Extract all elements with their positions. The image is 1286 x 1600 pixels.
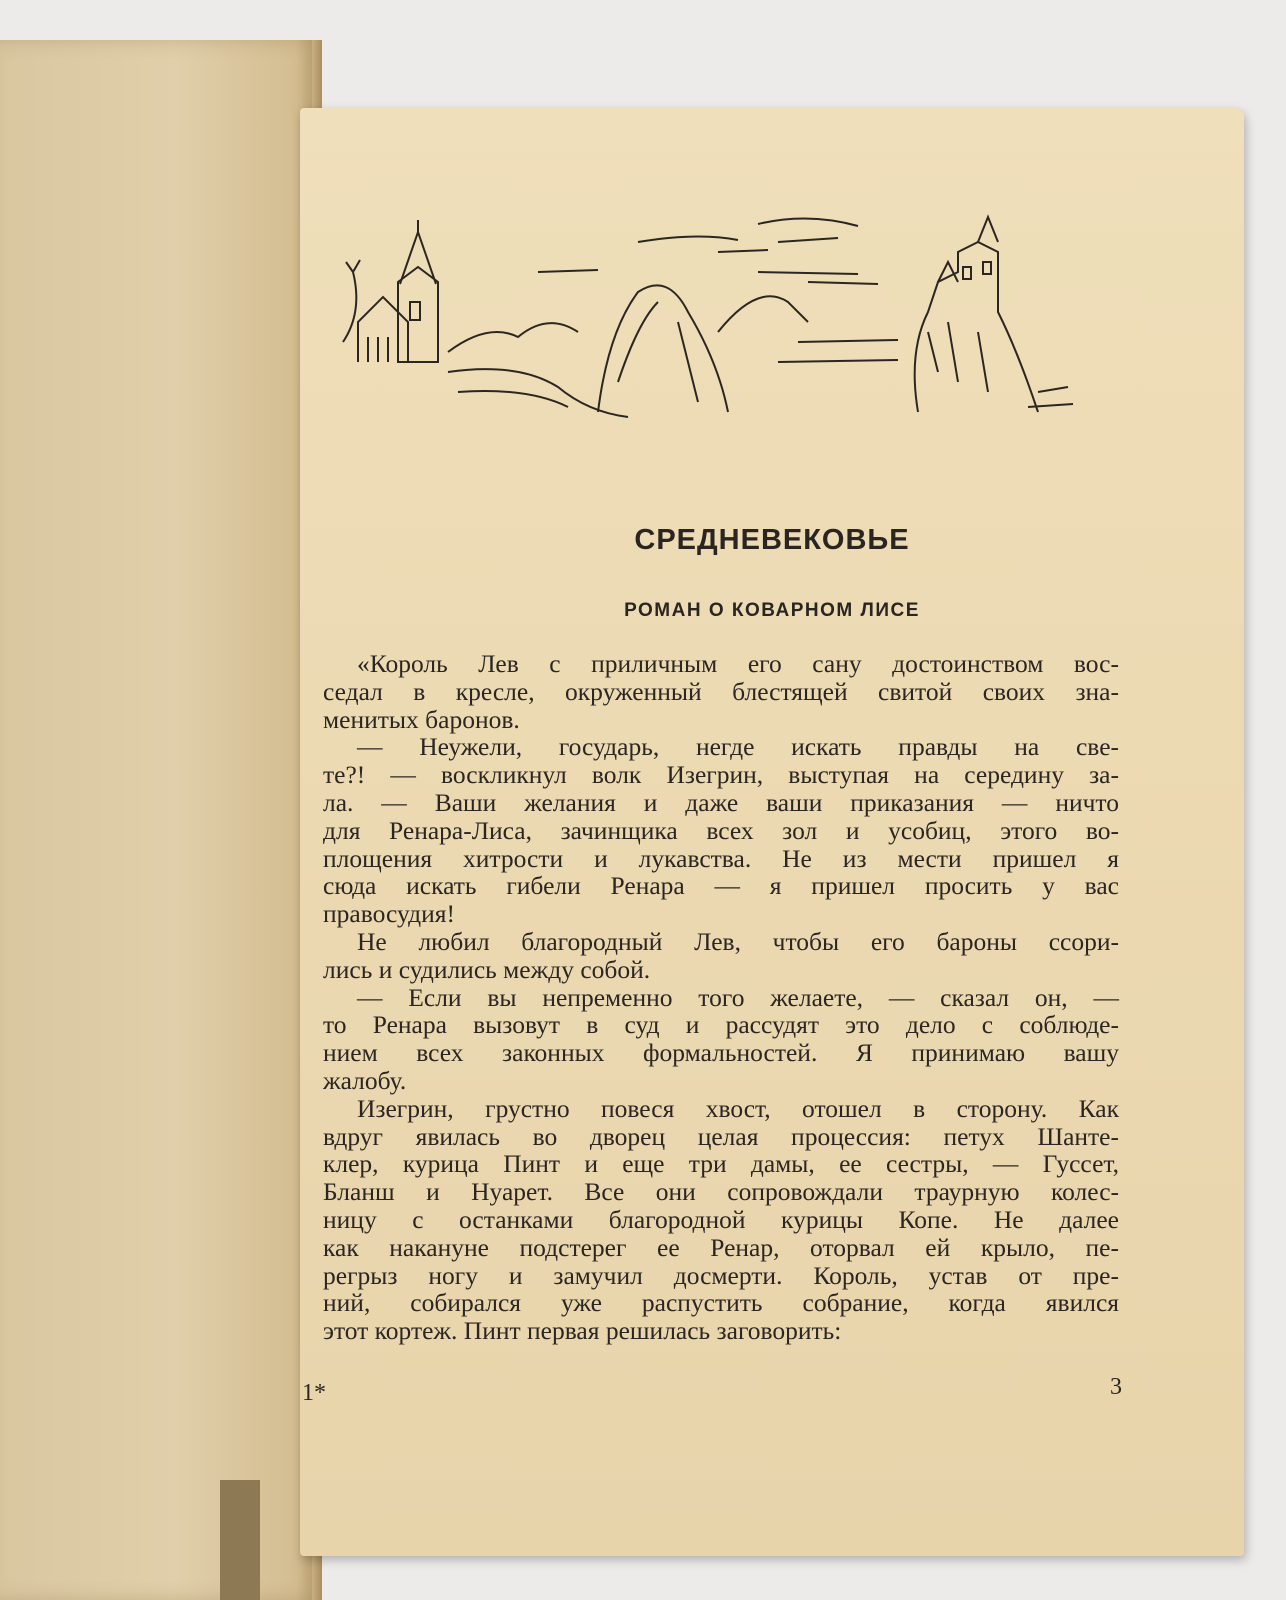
text-line: лись и судились между собой.: [323, 954, 651, 984]
body-text: [323, 650, 1119, 1345]
signature-mark: 1*: [302, 1380, 326, 1406]
text-line: Изегрин, грустно повеся хвост, отошел в сторону. Как: [357, 1093, 1119, 1123]
text-line: как накануне подстерег ее Ренар, оторвал ей крыло, пе-: [323, 1232, 1119, 1262]
text-line: седал в кресле, окруженный блестящей свитой своих зна-: [323, 676, 1119, 706]
text-line: регрыз ногу и замучил досмерти. Король, устав от пре-: [323, 1260, 1119, 1290]
left-page: [0, 40, 322, 1600]
text-line: этот кортеж. Пинт первая решилась заговорить:: [323, 1316, 842, 1346]
landscape-illustration-icon: [338, 212, 1078, 422]
cover-edge: [220, 1480, 260, 1600]
text-line: вдруг явилась во дворец целая процессия: петух Шанте-: [323, 1121, 1119, 1151]
text-line: Не любил благородный Лев, чтобы его бароны ссори-: [357, 926, 1119, 956]
text-line: Бланш и Нуарет. Все они сопровождали траурную колес-: [323, 1177, 1119, 1207]
section-title: РОМАН О КОВАРНОМ ЛИСЕ: [624, 600, 920, 621]
text-line: правосудия!: [323, 899, 455, 929]
text-line: то Ренара вызовут в суд и рассудят это дело с соблюде-: [323, 1010, 1119, 1040]
text-line: те?! — воскликнул волк Изегрин, выступая на середину за-: [323, 760, 1119, 790]
text-line: — Если вы непременно того желаете, — сказал он, —: [357, 982, 1119, 1012]
text-line: нием всех законных формальностей. Я принимаю вашу: [323, 1038, 1119, 1068]
text-line: жалобу.: [323, 1065, 407, 1095]
text-line: сюда искать гибели Ренара — я пришел просить у вас: [323, 871, 1119, 901]
chapter-title: СРЕДНЕВЕКОВЬЕ: [634, 524, 910, 556]
text-line: ницу с останками благородной курицы Копе. Не далее: [323, 1204, 1119, 1234]
text-line: для Ренара-Лиса, зачинщика всех зол и усобиц, этого во-: [323, 815, 1119, 845]
text-line: клер, курица Пинт и еще три дамы, ее сестры, — Гуссет,: [323, 1149, 1119, 1179]
text-line: — Неужели, государь, негде искать правды на све-: [357, 732, 1119, 762]
text-line: площения хитрости и лукавства. Не из мести пришел я: [323, 843, 1119, 873]
text-line: ний, собирался уже распустить собрание, когда явился: [323, 1288, 1119, 1318]
text-line: ла. — Ваши желания и даже ваши приказания — ничто: [323, 787, 1119, 817]
text-line: «Король Лев с приличным его сану достоинством вос-: [357, 649, 1119, 678]
page-number: 3: [1110, 1374, 1122, 1400]
text-line: менитых баронов.: [323, 704, 520, 734]
